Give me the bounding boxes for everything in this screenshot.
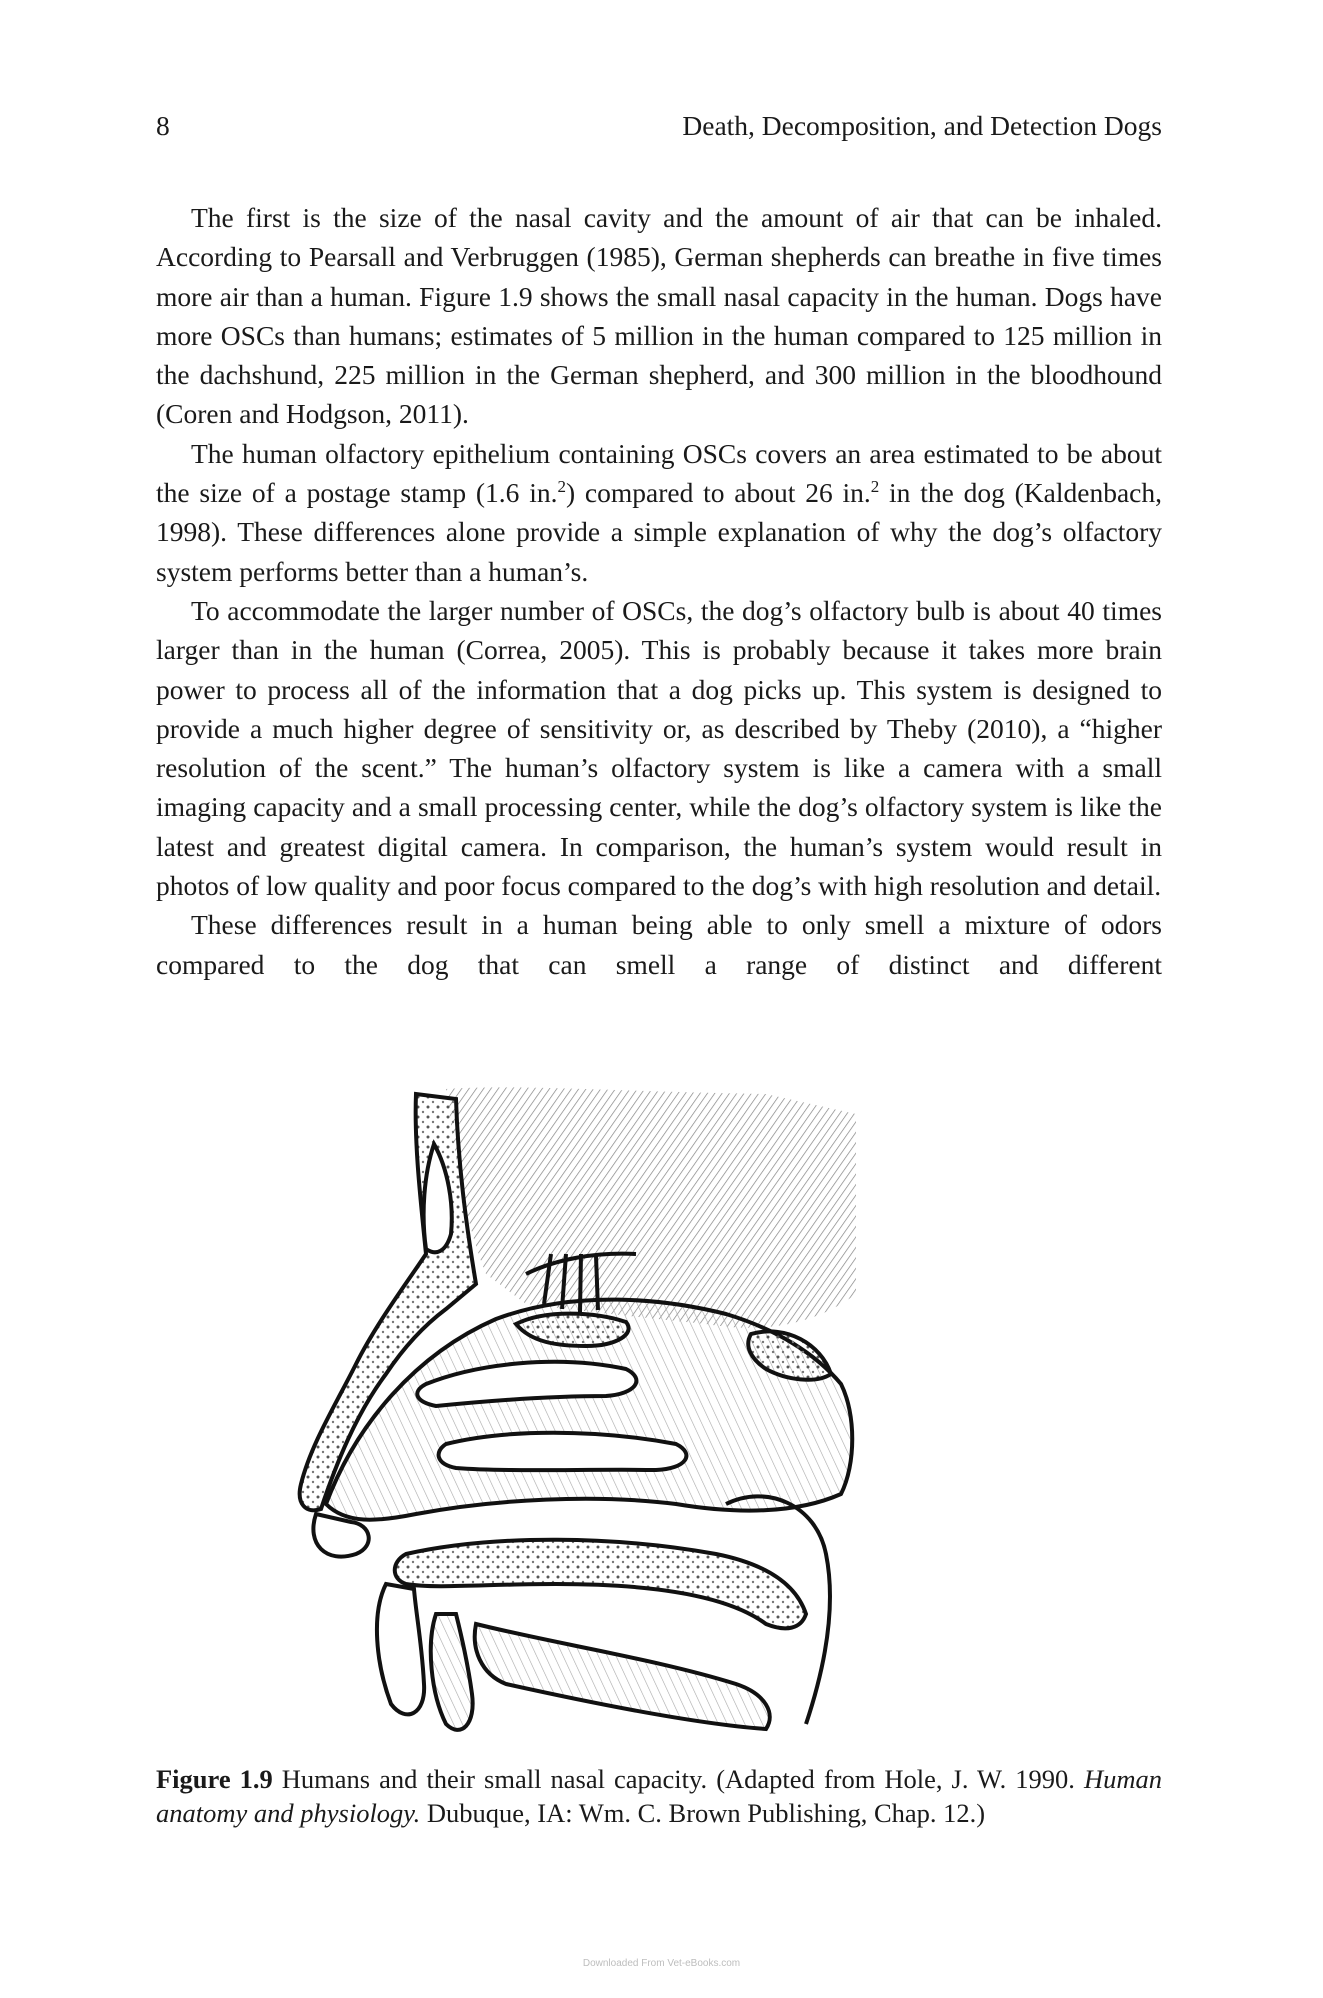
paragraph-2-part-c: in the dog (Kaldenbach, 1998). These differences alone provide a simple explanation of why the dog’s olfactory system performs better than a human’s. [156,477,1162,587]
paragraph-2 [156,434,1162,591]
upper-lip [377,1584,424,1714]
tongue [475,1624,770,1729]
brain-tissue-shading [446,1087,856,1327]
paragraph-2-part-a: The human olfactory epithelium containing OSCs covers an area estimated to be about the size of a postage stamp (1.6 in. [156,437,1162,509]
body-text [156,198,1162,984]
nasal-cavity-illustration [296,1084,1020,1740]
paragraph-4: These differences result in a human being able to only smell a mixture of odors compared to the dog that can smell a range of distinct and different [156,909,1162,980]
nasal-cavity-drawing [296,1084,1020,1740]
caption-book-title: Human anatomy and physiology. [156,1764,1162,1828]
superscript-squared-1: 2 [557,477,566,497]
figure-label: Figure 1.9 [156,1764,273,1794]
superscript-squared-2: 2 [870,477,880,497]
paragraph-2-part-b: ) compared to about 26 in. [565,477,871,509]
lower-lip [431,1614,473,1730]
caption-text-part-b: Dubuque, IA: Wm. C. Brown Publishing, Chap. 12.) [420,1798,986,1828]
paragraph-3: To accommodate the larger number of OSCs, the dog’s olfactory bulb is about 40 times larger than in the human (Correa, 2005). This is probably because it takes more brain power to process all of the information that a dog picks up. This system is designed to provide a much higher degree of sensitivity or, as described by Theby (2010), a “higher resolution of the scent.” The human’s olfactory system is like a camera with a small imaging capacity and a small processing center, while the dog’s olfactory system is like the latest and greatest digital camera. In comparison, the human’s system would result in photos of low quality and poor focus compared to the dog’s with high resolution and detail. [156,594,1162,902]
caption-text-part-a: Humans and their small nasal capacity. (Adapted from Hole, J. W. 1990. [272,1764,1084,1794]
book-title: Death, Decomposition, and Detection Dogs [682,110,1162,141]
inferior-concha [439,1433,687,1470]
paragraph-1: The first is the size of the nasal cavity and the amount of air that can be inhaled. According to Pearsall and Verbruggen (1985), German shepherds can breathe in five times more air than a human. Figure 1.9 shows the small nasal capacity in the human. Dogs have more OSCs than humans; estimates of 5 million in the human compared to 125 million in the dachshund, 225 million in the German shepherd, and 300 million in the bloodhound (Coren and Hodgson, 2011). [156,202,1162,430]
figure-caption [156,1762,1162,1830]
page-number: 8 [156,110,170,141]
download-watermark: Downloaded From Vet-eBooks.com [582,1958,741,1969]
